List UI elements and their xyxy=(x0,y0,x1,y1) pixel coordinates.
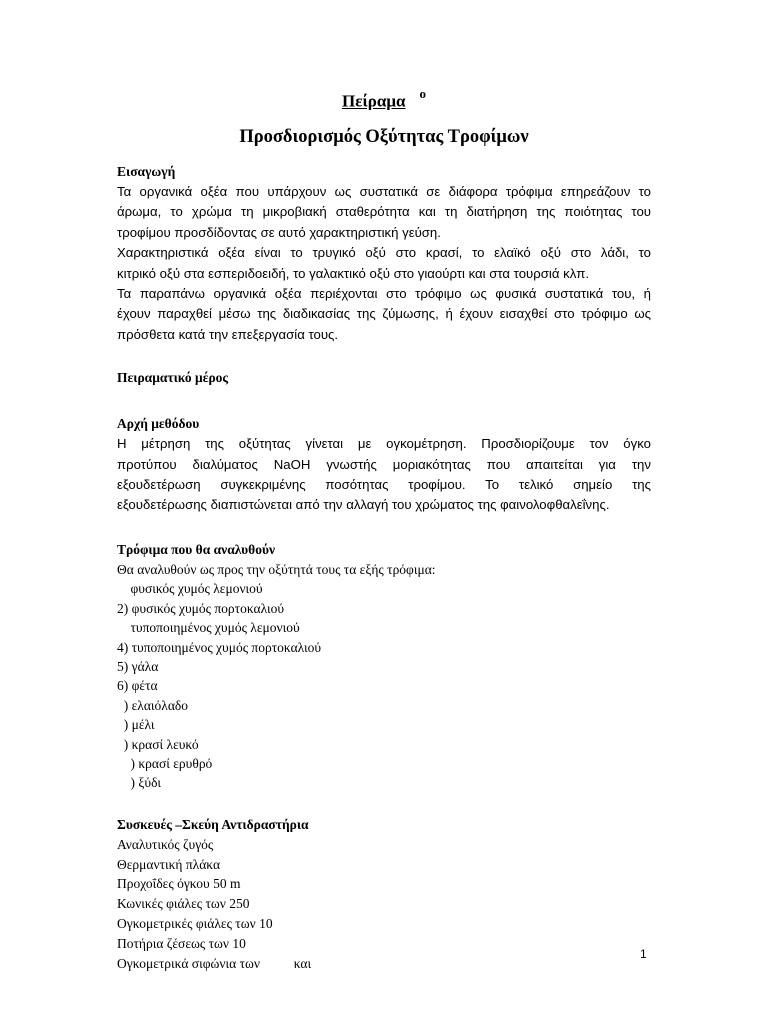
intro-line: Τα οργανικά οξέα που υπάρχουν ως συστατικά σε διάφορα τρόφιμα επηρεάζουν το xyxy=(117,184,651,199)
document-body xyxy=(117,162,651,973)
list-item: 4) τυποποιημένος χυμός πορτοκαλιού xyxy=(117,639,322,655)
list-item: ) ελαιόλαδο xyxy=(117,697,189,713)
list-item: Θερμαντική πλάκα xyxy=(117,856,221,872)
intro-heading: Εισαγωγή xyxy=(117,164,176,179)
list-item: φυσικός χυμός λεμονιού xyxy=(117,581,263,597)
method-paragraph xyxy=(117,434,651,516)
intro-line: Τα παραπάνω οργανικά οξέα περιέχονται στο τρόφιμο ως φυσικά συστατικά του, ή xyxy=(117,286,651,302)
list-item: Ογκομετρικά σιφώνια των και xyxy=(117,955,312,971)
list-item: ) κρασί λευκό xyxy=(117,736,199,752)
list-item: 5) γάλα xyxy=(117,658,159,674)
intro-line: άρωμα, το χρώμα τη μικροβιακή σταθερότητα και τη διατήρηση της ποιότητας του xyxy=(117,204,651,220)
list-item: 6) φέτα xyxy=(117,678,158,694)
foods-list xyxy=(117,560,651,793)
method-line: προτύπου διαλύματος NaOH γνωστής μοριακότητας που απαιτείται για την xyxy=(117,456,651,472)
list-item: Κωνικές φιάλες των 250 xyxy=(117,896,250,912)
method-line: Η μέτρηση της οξύτητας γίνεται με ογκομέτρηση. Προσδιορίζουμε τον όγκο xyxy=(117,436,651,452)
intro-paragraph xyxy=(117,182,651,345)
experiment-ordinal: ο xyxy=(419,86,426,101)
intro-line: πρόσθετα κατά την επεξεργασία τους. xyxy=(117,326,339,342)
foods-intro: Θα αναλυθούν ως προς την οξύτητά τους τα εξής τρόφιμα: xyxy=(117,561,436,577)
equipment-heading: Συσκευές –Σκεύη Αντιδραστήρια xyxy=(117,816,309,832)
page-number: 1 xyxy=(640,947,647,961)
intro-line: τροφίμου προσδίδοντας σε αυτό χαρακτηριστική γεύση. xyxy=(117,224,441,240)
list-item: ) μέλι xyxy=(117,717,155,733)
list-item: ) ξύδι xyxy=(117,775,162,791)
equipment-list xyxy=(117,835,651,974)
method-heading: Αρχή μεθόδου xyxy=(117,416,200,432)
list-item: 2) φυσικός χυμός πορτοκαλιού xyxy=(117,600,285,616)
list-item: Ογκομετρικές φιάλες των 10 xyxy=(117,915,273,931)
experimental-heading: Πειραματικό μέρος xyxy=(117,370,229,386)
intro-line: κιτρικό οξύ στα εσπεριδοειδή, το γαλακτικό οξύ στο γιαούρτι και στα τουρσιά κλπ. xyxy=(117,265,590,281)
method-line: εξουδετέρωσης διαπιστώνεται από την αλλαγή του χρώματος της φαινολοφθαλεΐνης. xyxy=(117,497,610,513)
list-item: Προχοΐδες όγκου 50 m xyxy=(117,876,241,892)
method-line: εξουδετέρωση συγκεκριμένης ποσότητας τροφίμου. Το τελικό σημείο της xyxy=(117,477,651,493)
list-item: ) κρασί ερυθρό xyxy=(117,755,213,771)
intro-line: Χαρακτηριστικά οξέα είναι το τρυγικό οξύ στο κρασί, το ελαϊκό οξύ στο λάδι, το xyxy=(117,245,651,261)
list-item: τυποποιημένος χυμός λεμονιού xyxy=(117,620,300,636)
list-item: Ποτήρια ζέσεως των 10 xyxy=(117,935,246,951)
page-title: Προσδιορισμός Οξύτητας Τροφίμων xyxy=(239,127,529,147)
experiment-heading xyxy=(0,88,768,112)
experiment-label: Πείραμα xyxy=(342,91,406,111)
list-item: Αναλυτικός ζυγός xyxy=(117,836,214,852)
foods-heading: Τρόφιμα που θα αναλυθούν xyxy=(117,541,276,557)
intro-line: έχουν παραχθεί μέσω της διαδικασίας της ζύμωσης, ή έχουν εισαχθεί στο τρόφιμο ως xyxy=(117,306,651,322)
